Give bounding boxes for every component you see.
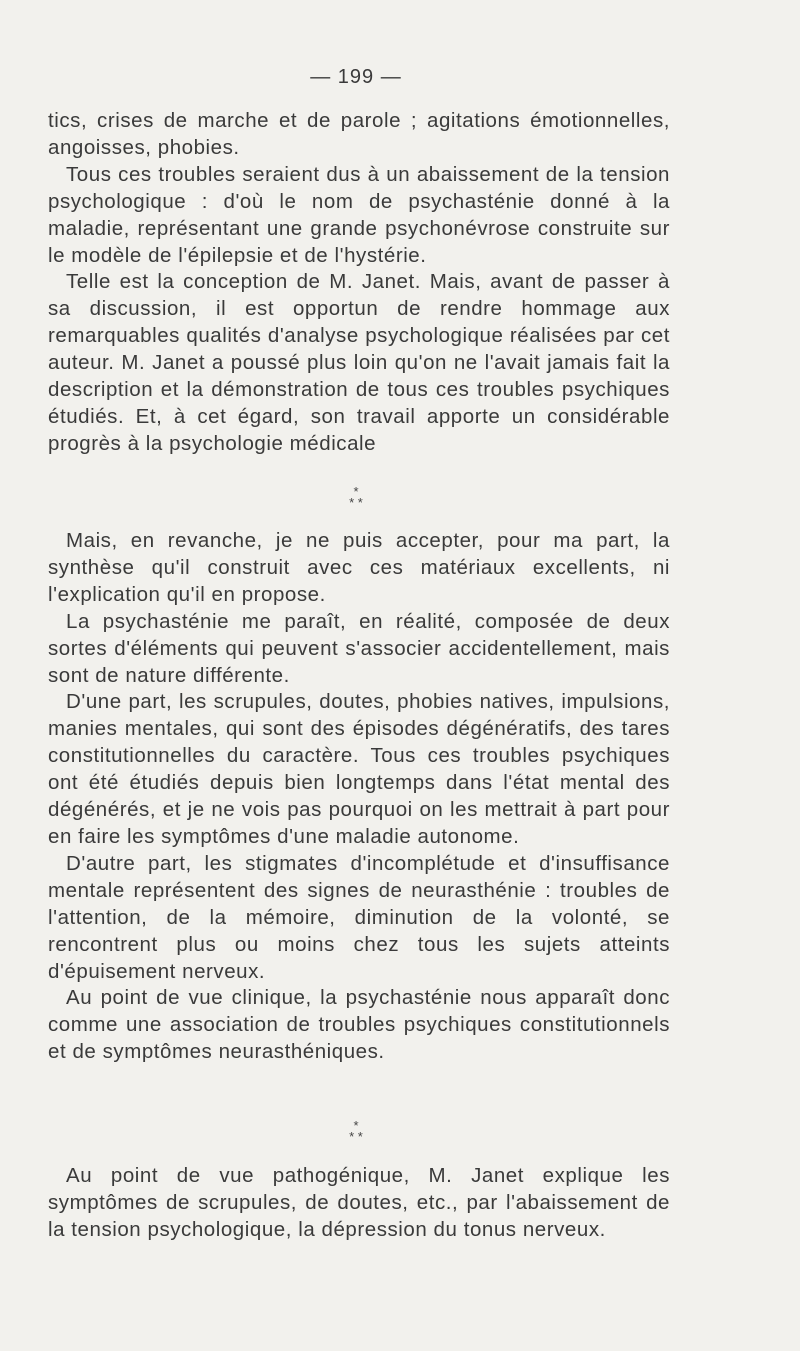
section-2 — [48, 528, 670, 1066]
paragraph: Telle est la conception de M. Janet. Mais, avant de passer à sa discussion, il est opportun de rendre hommage aux remarquables qualités d'analyse psychologique réalisées par cet auteur. M. Janet a poussé plus loin qu'on ne l'avait jamais fait la description et la démonstration de tous ces troubles psychiques étudiés. Et, à cet égard, son travail apporte un considérable progrès à la psychologie médicale — [48, 270, 670, 455]
section-separator — [0, 1120, 712, 1142]
asterisk-top: * — [353, 1118, 359, 1133]
asterisk-bottom: * * — [349, 1129, 363, 1144]
paragraph: La psychasténie me paraît, en réalité, composée de deux sortes d'éléments qui peuvent s'associer accidentellement, mais sont de nature différente. — [48, 609, 670, 687]
section-3 — [48, 1163, 670, 1244]
paragraph: Au point de vue pathogénique, M. Janet explique les symptômes de scrupules, de doutes, etc., par l'abaissement de la tension psychologique, la dépression du tonus nerveux. — [48, 1164, 670, 1241]
paragraph: D'une part, les scrupules, doutes, phobies natives, impulsions, manies mentales, qui sont des épisodes dégénératifs, des tares constitutionnelles du caractère. Tous ces troubles psychiques ont été étudiés depuis bien longtemps dans l'état mental des dégénérés, et je ne vois pas pourquoi on les mettrait à part pour en faire les symptômes d'une maladie autonome. — [48, 690, 670, 848]
page-number: — 199 — — [310, 66, 402, 88]
asterisk-top: * — [353, 484, 359, 499]
asterisk-bottom: * * — [349, 495, 363, 510]
paragraph: Tous ces troubles seraient dus à un abaissement de la tension psychologique : d'où le nom de psychasténie donné à la maladie, représentant une grande psychonévrose construite sur le modèle de l'épilepsie et de l'hystérie. — [48, 162, 670, 267]
paragraph: tics, crises de marche et de parole ; agitations émotionnelles, angoisses, phobies. — [48, 109, 670, 159]
paragraph: D'autre part, les stigmates d'incomplétude et d'insuffisance mentale représentent des signes de neurasthénie : troubles de l'attention, de la mémoire, diminution de la volonté, se rencontrent plus ou moins chez tous les sujets atteints d'épuisement nerveux. — [48, 851, 670, 983]
section-1 — [48, 108, 670, 458]
section-separator — [0, 486, 712, 508]
paragraph: Mais, en revanche, je ne puis accepter, pour ma part, la synthèse qu'il construit avec ces matériaux excellents, ni l'explication qu'il en propose. — [48, 529, 670, 606]
paragraph: Au point de vue clinique, la psychasténie nous apparaît donc comme une association de troubles psychiques constitutionnels et de symptômes neurasthéniques. — [48, 986, 670, 1064]
